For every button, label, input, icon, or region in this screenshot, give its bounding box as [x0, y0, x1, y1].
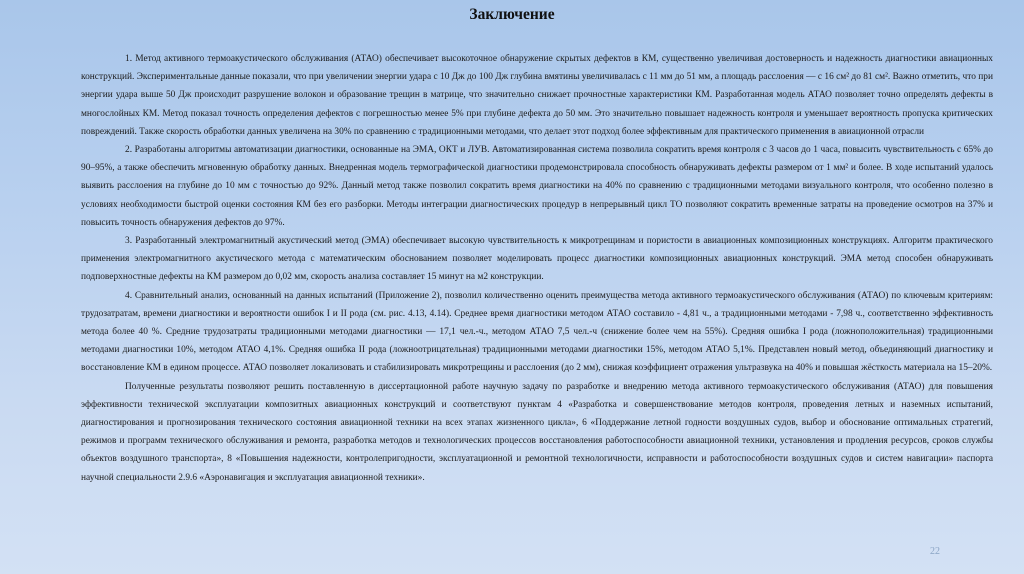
paragraph-3: 3. Разработанный электромагнитный акустический метод (ЭМА) обеспечивает высокую чувствительность к микротрещинам и пористости в авиационных композиционных конструкциях. Алгоритм практического применения электромагнитного акустического метода с математическим обоснованием позволяет моделировать процесс диагностики композиционных авиационных конструкций. ЭМА метод способен обнаруживать подповерхностные дефекты на КМ размером до 0,02 мм, скорость анализа составляет 15 минут на м2 конструкции. — [81, 236, 993, 283]
page-number: 22 — [930, 546, 940, 557]
paragraph-4: 4. Сравнительный анализ, основанный на данных испытаний (Приложение 2), позволил количественно оценить преимущества метода активного термоакустического обслуживания (АТАО) по ключевым критериям: трудозатратам, времени диагностики и вероятности ошибок I и II рода (см. рис. 4.13, 4.14). Среднее время диагностики методом АТАО составило - 4,81 ч., а традиционными методами - 7,98 ч., соответственно эффективность метода более 40 %. Средние трудозатраты традиционными методами диагностики — 17,1 чел.-ч., методом АТАО 7,5 чел.-ч (снижение более чем на 55%). Средняя ошибка I рода (ложноположительная) традиционными методами диагностики 10%, методом АТАО 4,1%. Средняя ошибка II рода (ложноотрицательная) традиционными методами диагностики 15%, методом АТАО 5,1%. Представлен новый метод, объединяющий диагностику и восстановление КМ в едином процессе. АТАО позволяет локализовать и стабилизировать микротрещины и расслоения (до 2 мм), снижая коэффициент отражения ультразвука на 40% и повышая жёсткость материала на 15–20%. — [81, 290, 993, 374]
paragraph-1: 1. Метод активного термоакустического обслуживания (АТАО) обеспечивает высокоточное обнаружение скрытых дефектов в КМ, существенно увеличивая достоверность и надежность диагностики авиационных конструкций. Экспериментальные данные показали, что при увеличении энергии удара с 10 Дж до 100 Дж глубина вмятины увеличивалась с 11 мм до 51 мм, а площадь расслоения — с 16 см² до 81 см². Важно отметить, что при энергии удара выше 50 Дж происходит разрушение волокон и образование трещин в матрице, что значительно снижает прочностные характеристики КМ. Разработанная модель АТАО позволяет точно определять дефекты в многослойных КМ. Метод показал точность определения дефектов с погрешностью менее 5% при глубине дефекта до 50 мм. Это значительно повышает надежность контроля и уменьшает вероятность пропуска критических повреждений. Также скорость обработки данных увеличена на 30% по сравнению с традиционными методами, что делает этот подход более эффективным для практического применения в авиационной отрасли — [81, 54, 993, 137]
paragraph-summary: Полученные результаты позволяют решить поставленную в диссертационной работе научную задачу по разработке и внедрению метода активного термоакустического обслуживания (АТАО) для повышения эффективности технической эксплуатации композитных авиационных конструкций и соответствуют пунктам 4 «Разработка и совершенствование методов контроля, проведения летных и наземных испытаний, диагностирования и прогнозирования технического состояния авиационной техники на всех этапах жизненного цикла», 6 «Поддержание летной годности воздушных судов, выбор и обоснование оптимальных стратегий, режимов и программ технического обслуживания и ремонта, разработка методов и технологических процессов восстановления работоспособности авиационной техники, установления и продления ресурсов, сроков службы объектов воздушного транспорта», 8 «Повышения надежности, контролепригодности, эксплуатационной и ремонтной технологичности, исправности и работоспособности воздушных судов и систем навигации» паспорта научной специальности 2.9.6 «Аэронавигация и эксплуатация авиационной техники». — [81, 381, 993, 483]
paragraph-2: 2. Разработаны алгоритмы автоматизации диагностики, основанные на ЭМА, ОКТ и ЛУВ. Автоматизированная система позволила сократить время контроля с 3 часов до 1 часа, повысить чувствительность с 65% до 90–95%, а также обеспечить мгновенную обработку данных. Внедренная модель термографической диагностики продемонстрировала способность обнаруживать дефекты размером от 1 мм² и более. В ходе испытаний удалось выявить расслоения на глубине до 10 мм с точностью до 92%. Данный метод также позволил сократить время диагностики на 40% по сравнению с традиционными методами визуального контроля, что особенно полезно в условиях необходимости быстрой оценки состояния КМ без его разборки. Методы интеграции диагностических процедур в непрерывный цикл ТО позволяют сократить временные затраты на проведение осмотров на 37% и повысить точность обнаружения дефектов до 97%. — [81, 145, 993, 228]
conclusion-text — [81, 50, 993, 487]
slide-title: Заключение — [469, 6, 555, 23]
